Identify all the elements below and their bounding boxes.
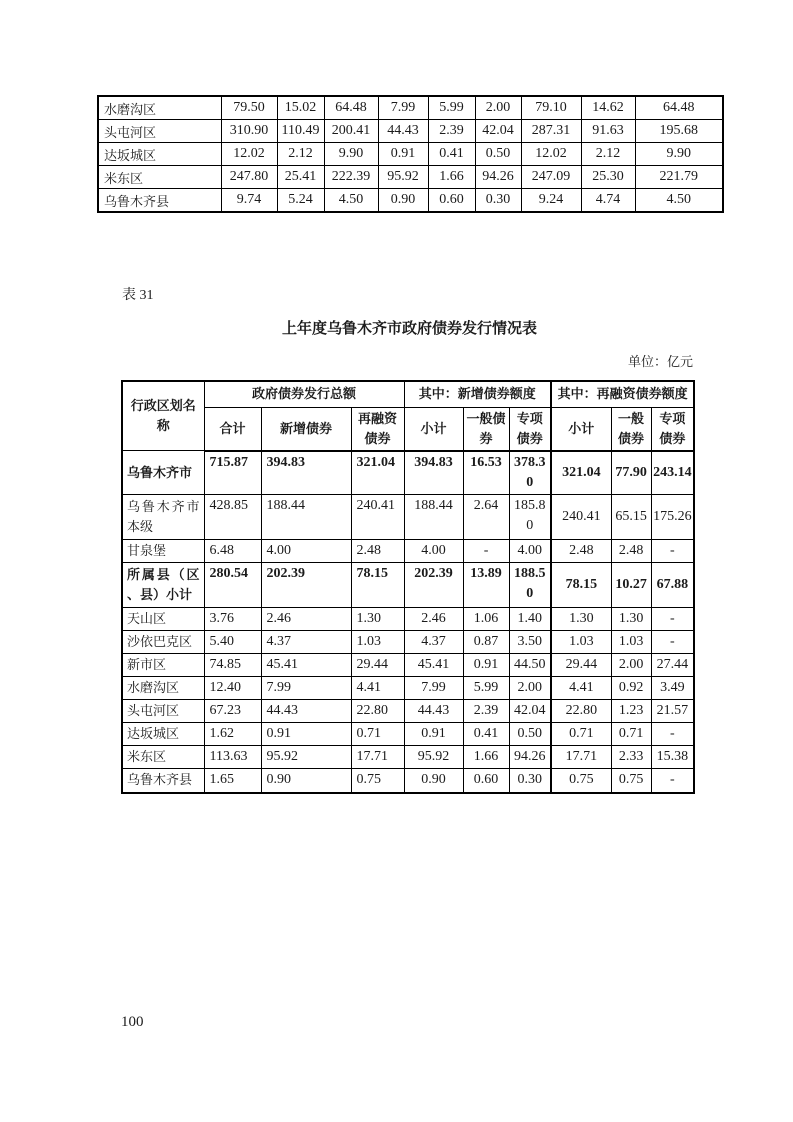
value-cell: 2.39	[463, 700, 509, 723]
value-cell: 12.02	[521, 143, 581, 166]
value-cell: 0.41	[463, 723, 509, 746]
value-cell: 22.80	[551, 700, 611, 723]
region-name-cell: 甘泉堡	[122, 540, 204, 563]
value-cell: 240.41	[551, 495, 611, 540]
value-cell: 5.24	[277, 189, 324, 213]
value-cell: 4.00	[404, 540, 463, 563]
value-cell: 0.71	[351, 723, 404, 746]
header-refi-special: 专项债券	[651, 407, 694, 451]
value-cell: 2.48	[551, 540, 611, 563]
region-name-cell: 新市区	[122, 654, 204, 677]
header-sub-row	[122, 407, 694, 451]
value-cell: 1.30	[611, 608, 651, 631]
value-cell: 1.03	[611, 631, 651, 654]
value-cell: 2.12	[277, 143, 324, 166]
value-cell: 0.90	[404, 769, 463, 793]
value-cell: 74.85	[204, 654, 261, 677]
value-cell: 0.92	[611, 677, 651, 700]
value-cell: 2.00	[509, 677, 551, 700]
value-cell: 185.80	[509, 495, 551, 540]
table-row	[98, 96, 723, 120]
value-cell: 9.74	[221, 189, 277, 213]
value-cell: 79.10	[521, 96, 581, 120]
value-cell: 45.41	[404, 654, 463, 677]
region-name-cell: 所属县（区、县）小计	[122, 563, 204, 608]
table-row	[122, 540, 694, 563]
value-cell: 2.46	[261, 608, 351, 631]
value-cell: -	[463, 540, 509, 563]
value-cell: 378.30	[509, 451, 551, 495]
table-row	[98, 189, 723, 213]
region-name-cell: 米东区	[122, 746, 204, 769]
value-cell: 0.75	[611, 769, 651, 793]
page-number: 100	[121, 1014, 144, 1030]
value-cell: 9.90	[635, 143, 723, 166]
value-cell: 5.40	[204, 631, 261, 654]
value-cell: 394.83	[261, 451, 351, 495]
value-cell: 5.99	[463, 677, 509, 700]
value-cell: 3.50	[509, 631, 551, 654]
value-cell: 1.66	[428, 166, 475, 189]
value-cell: 13.89	[463, 563, 509, 608]
region-name-cell: 乌鲁木齐县	[98, 189, 221, 213]
value-cell: 1.65	[204, 769, 261, 793]
region-name-cell: 头屯河区	[98, 120, 221, 143]
value-cell: 44.43	[261, 700, 351, 723]
value-cell: 7.99	[378, 96, 428, 120]
value-cell: 428.85	[204, 495, 261, 540]
value-cell: 12.40	[204, 677, 261, 700]
value-cell: 0.91	[261, 723, 351, 746]
value-cell: 240.41	[351, 495, 404, 540]
value-cell: 27.44	[651, 654, 694, 677]
value-cell: 2.48	[351, 540, 404, 563]
value-cell: 0.71	[551, 723, 611, 746]
value-cell: 0.71	[611, 723, 651, 746]
region-name-cell: 水磨沟区	[98, 96, 221, 120]
value-cell: 22.80	[351, 700, 404, 723]
table-title: 上年度乌鲁木齐市政府债券发行情况表	[281, 321, 537, 337]
value-cell: 0.50	[475, 143, 521, 166]
value-cell: 0.30	[475, 189, 521, 213]
value-cell: 2.33	[611, 746, 651, 769]
value-cell: -	[651, 631, 694, 654]
value-cell: 321.04	[551, 451, 611, 495]
value-cell: 4.50	[635, 189, 723, 213]
value-cell: 45.41	[261, 654, 351, 677]
value-cell: -	[651, 723, 694, 746]
header-group-total: 政府债券发行总额	[204, 381, 404, 407]
header-group-new-quota: 其中：新增债券额度	[404, 381, 551, 407]
value-cell: 91.63	[581, 120, 635, 143]
region-name-cell: 乌鲁木齐县	[122, 769, 204, 793]
value-cell: 1.30	[551, 608, 611, 631]
value-cell: 44.43	[404, 700, 463, 723]
value-cell: 222.39	[324, 166, 378, 189]
value-cell: 2.48	[611, 540, 651, 563]
value-cell: 188.50	[509, 563, 551, 608]
value-cell: 95.92	[261, 746, 351, 769]
region-name-cell: 乌鲁木齐市本级	[122, 495, 204, 540]
value-cell: 42.04	[475, 120, 521, 143]
header-new-special: 专项债券	[509, 407, 551, 451]
value-cell: 0.91	[404, 723, 463, 746]
value-cell: 0.90	[261, 769, 351, 793]
value-cell: 2.46	[404, 608, 463, 631]
value-cell: -	[651, 608, 694, 631]
header-group-row	[122, 381, 694, 407]
value-cell: 4.41	[351, 677, 404, 700]
value-cell: 1.03	[551, 631, 611, 654]
value-cell: 1.30	[351, 608, 404, 631]
value-cell: 4.50	[324, 189, 378, 213]
region-name-cell: 达坂城区	[98, 143, 221, 166]
value-cell: 287.31	[521, 120, 581, 143]
value-cell: 0.50	[509, 723, 551, 746]
value-cell: 4.00	[261, 540, 351, 563]
value-cell: 7.99	[261, 677, 351, 700]
table-row	[122, 677, 694, 700]
header-group-refinance-quota: 其中：再融资债券额度	[551, 381, 694, 407]
value-cell: 15.38	[651, 746, 694, 769]
value-cell: 16.53	[463, 451, 509, 495]
value-cell: 7.99	[404, 677, 463, 700]
value-cell: 321.04	[351, 451, 404, 495]
value-cell: 2.00	[475, 96, 521, 120]
value-cell: 17.71	[551, 746, 611, 769]
table-row	[122, 723, 694, 746]
value-cell: 1.66	[463, 746, 509, 769]
value-cell: 310.90	[221, 120, 277, 143]
value-cell: 394.83	[404, 451, 463, 495]
value-cell: 2.39	[428, 120, 475, 143]
value-cell: 78.15	[551, 563, 611, 608]
header-refi-bonds: 再融资债券	[351, 407, 404, 451]
value-cell: 29.44	[551, 654, 611, 677]
table-row	[122, 746, 694, 769]
region-name-cell: 米东区	[98, 166, 221, 189]
region-name-cell: 沙依巴克区	[122, 631, 204, 654]
value-cell: 0.75	[551, 769, 611, 793]
value-cell: 247.80	[221, 166, 277, 189]
value-cell: 95.92	[404, 746, 463, 769]
continuation-table	[97, 95, 724, 213]
value-cell: 247.09	[521, 166, 581, 189]
value-cell: 2.00	[611, 654, 651, 677]
table-row	[122, 495, 694, 540]
value-cell: 95.92	[378, 166, 428, 189]
value-cell: 25.30	[581, 166, 635, 189]
value-cell: 21.57	[651, 700, 694, 723]
bond-issuance-table	[121, 380, 695, 794]
value-cell: 280.54	[204, 563, 261, 608]
header-total: 合计	[204, 407, 261, 451]
table-row	[122, 700, 694, 723]
table-label: 表 31	[122, 288, 154, 303]
value-cell: 715.87	[204, 451, 261, 495]
value-cell: 202.39	[404, 563, 463, 608]
value-cell: 9.90	[324, 143, 378, 166]
region-name-cell: 水磨沟区	[122, 677, 204, 700]
value-cell: -	[651, 540, 694, 563]
value-cell: 4.41	[551, 677, 611, 700]
value-cell: 9.24	[521, 189, 581, 213]
value-cell: 44.43	[378, 120, 428, 143]
value-cell: 15.02	[277, 96, 324, 120]
table-row	[122, 451, 694, 495]
value-cell: 4.74	[581, 189, 635, 213]
table-row	[122, 769, 694, 793]
value-cell: 188.44	[261, 495, 351, 540]
value-cell: 113.63	[204, 746, 261, 769]
header-region: 行政区划名称	[122, 381, 204, 451]
value-cell: 67.23	[204, 700, 261, 723]
value-cell: 64.48	[324, 96, 378, 120]
value-cell: 1.06	[463, 608, 509, 631]
value-cell: 12.02	[221, 143, 277, 166]
table-row	[122, 654, 694, 677]
value-cell: 4.37	[261, 631, 351, 654]
header-new-bonds: 新增债券	[261, 407, 351, 451]
value-cell: 1.23	[611, 700, 651, 723]
value-cell: 5.99	[428, 96, 475, 120]
value-cell: 10.27	[611, 563, 651, 608]
value-cell: 29.44	[351, 654, 404, 677]
region-name-cell: 天山区	[122, 608, 204, 631]
value-cell: -	[651, 769, 694, 793]
value-cell: 77.90	[611, 451, 651, 495]
value-cell: 94.26	[509, 746, 551, 769]
value-cell: 202.39	[261, 563, 351, 608]
value-cell: 1.03	[351, 631, 404, 654]
value-cell: 0.91	[378, 143, 428, 166]
value-cell: 221.79	[635, 166, 723, 189]
value-cell: 64.48	[635, 96, 723, 120]
value-cell: 4.00	[509, 540, 551, 563]
value-cell: 14.62	[581, 96, 635, 120]
header-refi-subtotal: 小计	[551, 407, 611, 451]
value-cell: 65.15	[611, 495, 651, 540]
value-cell: 0.90	[378, 189, 428, 213]
value-cell: 4.37	[404, 631, 463, 654]
value-cell: 44.50	[509, 654, 551, 677]
value-cell: 1.40	[509, 608, 551, 631]
value-cell: 0.87	[463, 631, 509, 654]
value-cell: 0.75	[351, 769, 404, 793]
table-row	[122, 631, 694, 654]
table-unit-label: 单位：亿元	[627, 354, 693, 369]
table-row	[122, 608, 694, 631]
region-name-cell: 头屯河区	[122, 700, 204, 723]
value-cell: 0.91	[463, 654, 509, 677]
value-cell: 25.41	[277, 166, 324, 189]
value-cell: 0.41	[428, 143, 475, 166]
value-cell: 188.44	[404, 495, 463, 540]
value-cell: 79.50	[221, 96, 277, 120]
table-row	[98, 143, 723, 166]
value-cell: 1.62	[204, 723, 261, 746]
value-cell: 94.26	[475, 166, 521, 189]
value-cell: 175.26	[651, 495, 694, 540]
value-cell: 3.49	[651, 677, 694, 700]
region-name-cell: 乌鲁木齐市	[122, 451, 204, 495]
value-cell: 2.12	[581, 143, 635, 166]
value-cell: 0.60	[428, 189, 475, 213]
header-new-subtotal: 小计	[404, 407, 463, 451]
value-cell: 110.49	[277, 120, 324, 143]
table-row	[98, 166, 723, 189]
value-cell: 0.60	[463, 769, 509, 793]
table-row	[122, 563, 694, 608]
header-new-general: 一般债券	[463, 407, 509, 451]
value-cell: 200.41	[324, 120, 378, 143]
header-refi-general: 一般债券	[611, 407, 651, 451]
value-cell: 78.15	[351, 563, 404, 608]
table-row	[98, 120, 723, 143]
region-name-cell: 达坂城区	[122, 723, 204, 746]
value-cell: 0.30	[509, 769, 551, 793]
value-cell: 2.64	[463, 495, 509, 540]
value-cell: 67.88	[651, 563, 694, 608]
value-cell: 3.76	[204, 608, 261, 631]
value-cell: 6.48	[204, 540, 261, 563]
value-cell: 195.68	[635, 120, 723, 143]
value-cell: 42.04	[509, 700, 551, 723]
value-cell: 17.71	[351, 746, 404, 769]
value-cell: 243.14	[651, 451, 694, 495]
